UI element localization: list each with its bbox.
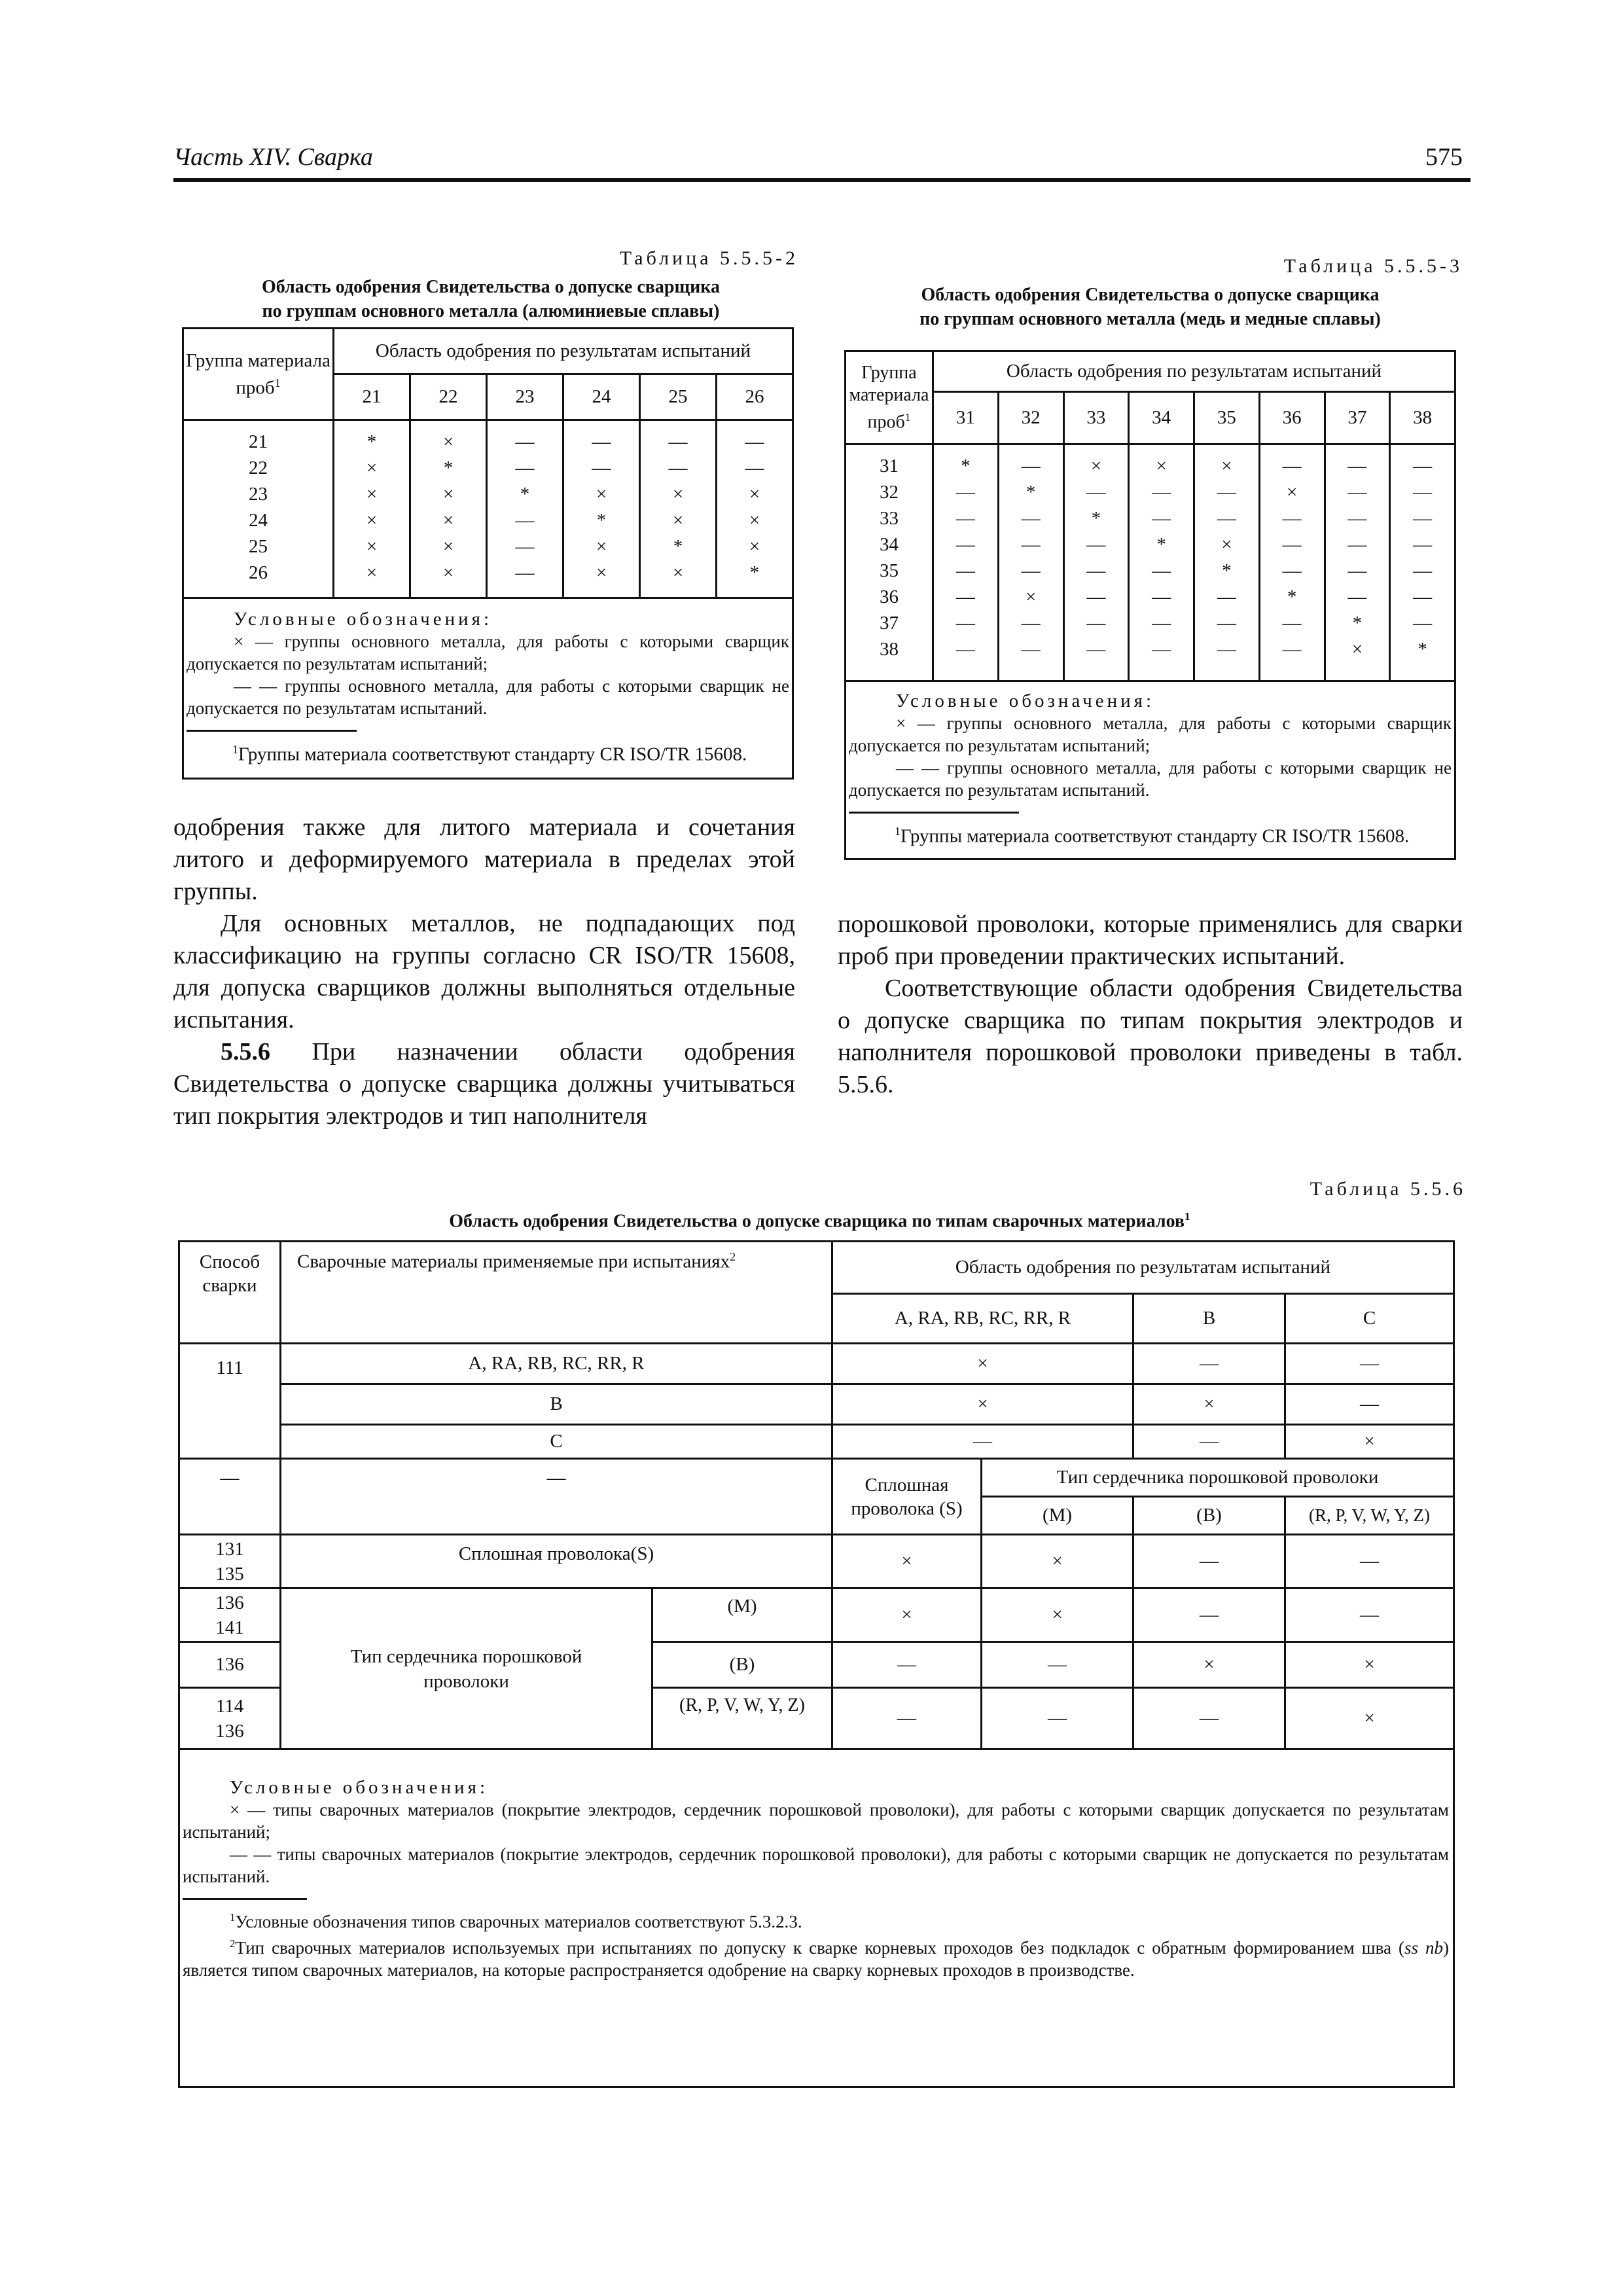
core-m: (M) bbox=[652, 1588, 832, 1642]
cell: — bbox=[179, 1459, 281, 1535]
data-column: — — — — — — — * bbox=[1390, 444, 1455, 681]
table-553-label: Таблица 5.5.5-3 bbox=[1283, 255, 1463, 277]
cell: — bbox=[832, 1688, 982, 1749]
table-552-label: Таблица 5.5.5-2 bbox=[619, 247, 798, 269]
left-column-text bbox=[173, 812, 795, 1132]
column-header: 21 bbox=[334, 374, 410, 420]
cell: — bbox=[1133, 1425, 1285, 1459]
cell: — bbox=[832, 1425, 1133, 1459]
data-column: — — × × × * bbox=[717, 420, 793, 598]
paragraph: одобрения также для литого материала и сочетания литого и деформируемого материала в пределах этой группы. bbox=[173, 814, 795, 905]
running-head: Часть XIV. Сварка bbox=[173, 143, 373, 171]
cell: — bbox=[1133, 1588, 1285, 1642]
page-number: 575 bbox=[1425, 143, 1463, 171]
group-head: Группа материала проб$^1$ bbox=[183, 329, 334, 420]
cell: — bbox=[1285, 1588, 1454, 1642]
table-556 bbox=[178, 1240, 1455, 2088]
table-552-title: Область одобрения Свидетельства о допуске сварщика по группам основного металла (алюминиевые сплавы) bbox=[262, 277, 720, 321]
right-column-text bbox=[838, 908, 1463, 1101]
cell: — bbox=[1133, 1344, 1285, 1384]
cell: × bbox=[1133, 1642, 1285, 1688]
sub-solid: Сплошная проволока (S) bbox=[832, 1459, 982, 1535]
cell: × bbox=[982, 1535, 1133, 1588]
cell: — bbox=[1285, 1535, 1454, 1588]
process-136-141: 136 141 bbox=[179, 1588, 281, 1642]
material-label: C bbox=[281, 1425, 832, 1459]
data-column: * × × × × × bbox=[334, 420, 410, 598]
data-column: — * — — — × — — bbox=[998, 444, 1063, 681]
column-header: 22 bbox=[410, 374, 487, 420]
column-header: 32 bbox=[998, 392, 1063, 444]
material-label: A, RA, RB, RC, RR, R bbox=[281, 1344, 832, 1384]
core-r: (R, P, V, W, Y, Z) bbox=[652, 1688, 832, 1749]
cell: × bbox=[1285, 1642, 1454, 1688]
cell: × bbox=[1285, 1688, 1454, 1749]
data-column: × — — * — — — — bbox=[1129, 444, 1194, 681]
head-c2: B bbox=[1133, 1294, 1285, 1344]
column-header: 25 bbox=[640, 374, 717, 420]
process-114-136: 114 136 bbox=[179, 1688, 281, 1749]
table-552 bbox=[182, 327, 794, 780]
cell: × bbox=[832, 1588, 982, 1642]
cell: — bbox=[1133, 1535, 1285, 1588]
row-labels: 21 22 23 24 25 26 bbox=[183, 420, 334, 598]
solid-wire-label: Сплошная проволока(S) bbox=[281, 1535, 832, 1588]
cell: — bbox=[1285, 1344, 1454, 1384]
paragraph: Соответствующие области одобрения Свидетельства о допуске сварщика по типам покрытия электродов и наполнителя порошковой проволоки приведены в табл. 5.5.6. bbox=[838, 975, 1463, 1098]
column-header: 35 bbox=[1194, 392, 1260, 444]
area-head: Область одобрения по результатам испытаний bbox=[334, 329, 793, 374]
process-131-135: 131 135 bbox=[179, 1535, 281, 1588]
cell: × bbox=[1133, 1384, 1285, 1425]
data-column: × * × × × × bbox=[410, 420, 487, 598]
cell: — bbox=[1285, 1384, 1454, 1425]
head-c3: C bbox=[1285, 1294, 1454, 1344]
column-header: 33 bbox=[1063, 392, 1129, 444]
head-process: Способ сварки bbox=[179, 1242, 281, 1344]
cell: × bbox=[832, 1384, 1133, 1425]
row-labels: 31 32 33 34 35 36 37 38 bbox=[846, 444, 933, 681]
column-header: 31 bbox=[933, 392, 999, 444]
table-553-title: Область одобрения Свидетельства о допуске сварщика по группам основного металла (медь и медные сплавы) bbox=[919, 285, 1381, 329]
cell: — bbox=[1133, 1688, 1285, 1749]
column-header: 26 bbox=[717, 374, 793, 420]
core-b: (B) bbox=[652, 1642, 832, 1688]
process-111: 111 bbox=[179, 1344, 281, 1459]
column-header: 34 bbox=[1129, 392, 1194, 444]
cell: × bbox=[1285, 1425, 1454, 1459]
data-column: — × — — — * — — bbox=[1259, 444, 1325, 681]
sub-core-head: Тип сердечника порошковой проволоки bbox=[982, 1459, 1454, 1497]
paragraph: порошковой проволоки, которые применялись для сварки проб при проведении практических испытаний. bbox=[838, 910, 1463, 970]
data-column: — — × × * × bbox=[640, 420, 717, 598]
data-column: * — — — — — — — bbox=[933, 444, 999, 681]
legend: Условные обозначения: × — группы основного металла, для работы с которыми сварщик допускается по результатам испытаний; — — группы основного металла, для работы с которыми сварщик не допускается по результатам испытаний. $^1$Группы материала соответствуют стандарту CR ISO/TR 15608. bbox=[183, 598, 793, 779]
group-head: Группа материала проб$^1$ bbox=[846, 351, 933, 444]
cell: — bbox=[982, 1688, 1133, 1749]
column-header: 38 bbox=[1390, 392, 1455, 444]
head-area: Область одобрения по результатам испытаний bbox=[832, 1242, 1454, 1294]
column-header: 36 bbox=[1259, 392, 1325, 444]
column-header: 37 bbox=[1325, 392, 1390, 444]
sub-m: (M) bbox=[982, 1497, 1133, 1535]
material-label: B bbox=[281, 1384, 832, 1425]
core-type-label: Тип сердечника порошковой проволоки bbox=[281, 1588, 652, 1749]
sub-r: (R, P, V, W, Y, Z) bbox=[1285, 1497, 1454, 1535]
data-column: — — — — — — * × bbox=[1325, 444, 1390, 681]
cell: × bbox=[832, 1535, 982, 1588]
table-556-title: Область одобрения Свидетельства о допуске сварщика по типам сварочных материалов$^1$ bbox=[449, 1210, 1190, 1232]
sub-b: (B) bbox=[1133, 1497, 1285, 1535]
data-column: × — * — — — — — bbox=[1063, 444, 1129, 681]
paragraph: 5.5.6 При назначении области одобрения Свидетельства о допуске сварщика должны учитываться тип покрытия электродов и тип наполнителя bbox=[173, 1038, 795, 1130]
process-136: 136 bbox=[179, 1642, 281, 1688]
cell: — bbox=[832, 1642, 982, 1688]
data-column: — — * — — — bbox=[487, 420, 563, 598]
legend: Условные обозначения: × — типы сварочных материалов (покрытие электродов, сердечник порошковой проволоки), для работы с которыми сварщик допускается по результатам испытаний; — — типы сварочных материалов (покрытие электродов, сердечник порошковой проволоки), для работы с которыми сварщик не допускается по результатам испытаний. $^1$Условные обозначения типов сварочных материалов соответствуют 5.3.2.3. $^2$Тип сварочных материалов используемых при испытаниях по допуску к сварке корневых проходов без подкладок с обратным формированием шва (ss nb) является типом сварочных материалов, на которые распространяется одобрение на сварку корневых проходов в производстве. bbox=[179, 1749, 1454, 2087]
legend: Условные обозначения: × — группы основного металла, для работы с которыми сварщик допускается по результатам испытаний; — — группы основного металла, для работы с которыми сварщик не допускается по результатам испытаний. $^1$Группы материала соответствуют стандарту CR ISO/TR 15608. bbox=[846, 681, 1455, 859]
cell: — bbox=[281, 1459, 832, 1535]
header-rule bbox=[173, 178, 1471, 182]
cell: — bbox=[982, 1642, 1133, 1688]
column-header: 23 bbox=[487, 374, 563, 420]
head-c1: A, RA, RB, RC, RR, R bbox=[832, 1294, 1133, 1344]
area-head: Область одобрения по результатам испытаний bbox=[933, 351, 1455, 392]
paragraph: Для основных металлов, не подпадающих под классификацию на группы согласно CR ISO/TR 15608, для допуска сварщиков должны выполняться отдельные испытания. bbox=[173, 910, 795, 1033]
head-materials: Сварочные материалы применяемые при испытаниях$^2$ bbox=[281, 1242, 832, 1344]
data-column: — — × * × × bbox=[563, 420, 640, 598]
table-556-label: Таблица 5.5.6 bbox=[1310, 1178, 1466, 1200]
data-column: × — — × * — — — bbox=[1194, 444, 1260, 681]
cell: × bbox=[982, 1588, 1133, 1642]
column-header: 24 bbox=[563, 374, 640, 420]
cell: × bbox=[832, 1344, 1133, 1384]
table-553 bbox=[844, 350, 1456, 860]
